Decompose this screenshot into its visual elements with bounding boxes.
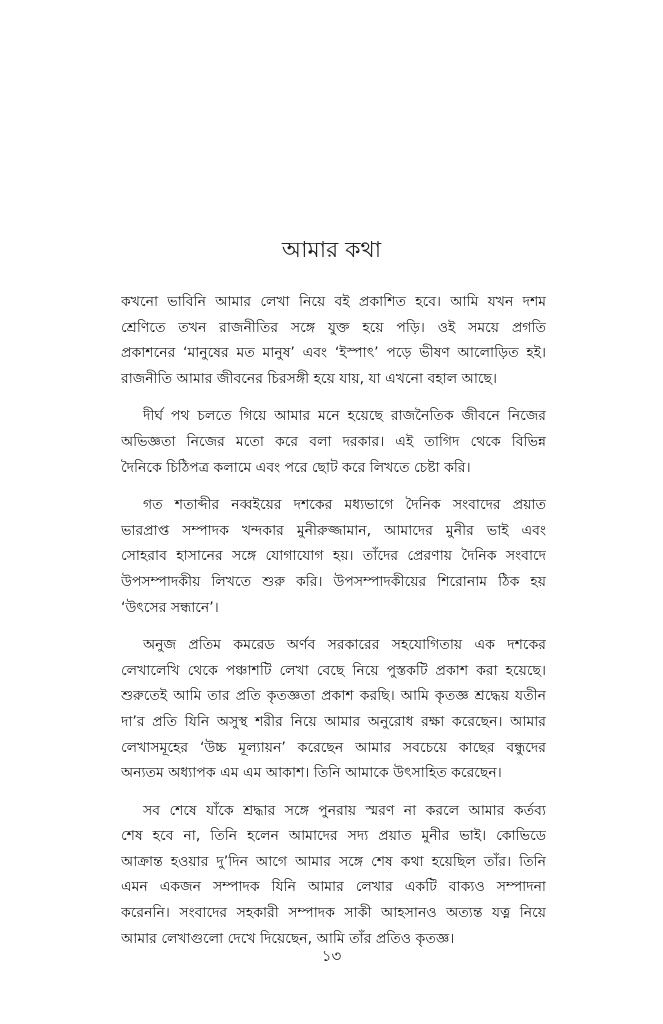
paragraph: [121, 633, 546, 787]
text-line: আক্রান্ত হওয়ার দু’দিন আগে আমার সঙ্গে শেষ কথা হয়েছিল তাঁর। তিনি: [121, 853, 546, 870]
text-line: লেখাসমূহের ‘উচ্চ মূল্যায়ন’ করেছেন আমার সবচেয়ে কাছের বন্ধুদের: [121, 739, 546, 756]
text-line: করেননি। সংবাদের সহকারী সম্পাদক সাকী আহসানও অত্যন্ত যত্ন নিয়ে: [121, 905, 546, 922]
text-line: এমন একজন সম্পাদক যিনি আমার লেখার একটি বাক্যও সম্পাদনা: [121, 879, 546, 896]
text-line: ভারপ্রাপ্ত সম্পাদক খন্দকার মুনীরুজ্জামান, আমাদের মুনীর ভাই এবং: [121, 522, 546, 539]
body-text: [121, 290, 546, 964]
text-line: সব শেষে যাঁকে শ্রদ্ধার সঙ্গে পুনরায় স্মরণ না করলে আমার কর্তব্য: [143, 802, 546, 819]
text-line: কখনো ভাবিনি আমার লেখা নিয়ে বই প্রকাশিত হবে। আমি যখন দশম: [121, 294, 546, 310]
text-line: দা’র প্রতি যিনি অসুস্থ শরীর নিয়ে আমার অনুরোধ রক্ষা করেছেন। আমার: [121, 713, 546, 730]
text-line: অভিজ্ঞতা নিজের মতো করে বলা দরকার। এই তাগিদ থেকে বিভিন্ন: [121, 433, 546, 450]
text-line: উপসম্পাদকীয় লিখতে শুরু করি। উপসম্পাদকীয়ের শিরোনাম ঠিক হয়: [121, 573, 546, 590]
page-title: আমার কথা: [281, 238, 382, 263]
text-line: শ্রেণিতে তখন রাজনীতির সঙ্গে যুক্ত হয়ে পড়ি। ওই সময়ে প্রগতি: [121, 319, 546, 336]
text-line: দীর্ঘ পথ চলতে গিয়ে আমার মনে হয়েছে রাজনৈতিক জীবনে নিজের: [143, 408, 546, 425]
text-line: লেখালেখি থেকে পঞ্চাশটি লেখা বেছে নিয়ে পুস্তকটি প্রকাশ করা হয়েছে।: [121, 662, 546, 679]
paragraph: [121, 493, 546, 621]
text-line: দৈনিকে চিঠিপত্র কলামে এবং পরে ছোট করে লিখতে চেষ্টা করি।: [121, 459, 471, 476]
text-line: শেষ হবে না, তিনি হলেন আমাদের সদ্য প্রয়াত মুনীর ভাই। কোভিডে: [121, 828, 546, 845]
text-line: শুরুতেই আমি তার প্রতি কৃতজ্ঞতা প্রকাশ করছি। আমি কৃতজ্ঞ শ্রদ্ধেয় যতীন: [121, 688, 546, 705]
paragraph: [121, 799, 546, 953]
text-line: গত শতাব্দীর নব্বইয়ের দশকের মধ্যভাগে দৈনিক সংবাদের প্রয়াত: [143, 497, 546, 514]
text-line: ‘উৎসের সন্ধানে’।: [121, 599, 219, 616]
text-line: সোহরাব হাসানের সঙ্গে যোগাযোগ হয়। তাঁদের প্রেরণায় দৈনিক সংবাদে: [121, 548, 546, 565]
paragraph: [121, 290, 546, 392]
text-line: রাজনীতি আমার জীবনের চিরসঙ্গী হয়ে যায়, যা এখনো বহাল আছে।: [121, 370, 498, 387]
paragraph: [121, 404, 546, 481]
text-line: প্রকাশনের ‘মানুষের মত মানুষ’ এবং ‘ইস্পাৎ’ পড়ে ভীষণ আলোড়িত হই।: [121, 345, 546, 362]
text-line: অনুজ প্রতিম কমরেড অর্ণব সরকারের সহযোগিতায় এক দশকের: [143, 637, 546, 654]
page-number: ১৩: [321, 947, 342, 965]
text-line: অন্যতম অধ্যাপক এম এম আকাশ। তিনি আমাকে উৎসাহিত করেছেন।: [121, 765, 502, 782]
text-line: আমার লেখাগুলো দেখে দিয়েছেন, আমি তাঁর প্রতিও কৃতজ্ঞ।: [121, 930, 455, 947]
